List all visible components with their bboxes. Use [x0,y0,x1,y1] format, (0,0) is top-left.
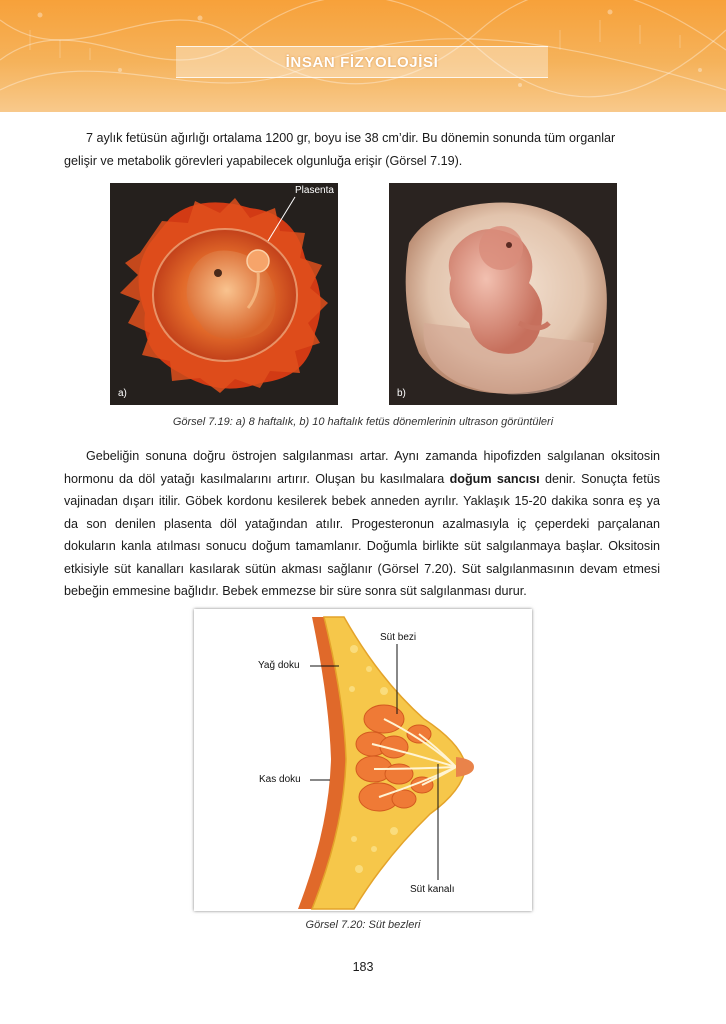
photo-b-label: b) [397,388,406,399]
label-kas-doku: Kas doku [259,774,301,785]
intro-line-2: gelişir ve metabolik görevleri yapabilecek olgunluğa erişir (Görsel 7.19). [64,153,463,168]
label-sut-bezi: Süt bezi [380,632,417,643]
placenta-pointer-line [110,183,338,405]
label-sut-kanali: Süt kanalı [410,884,455,895]
mammary-gland-diagram [194,609,532,911]
fetus-photo-10-weeks [389,183,617,405]
birth-text-part-1: Gebeliğin sonuna doğru östrojen salgılanması artar. Aynı zamanda hipofizden salgılanan oksitosin hormonu da döl yatağı kasılmalarını artırır. Oluşan bu kasılmalara [64,449,660,486]
birth-text-part-2: denir. Sonuçta fetüs vajinadan dışarı itilir. Göbek kordonu kesilerek bebek anneden ayrılır. Yaklaşık 15-20 dakika sonra eş ya da son denilen plasenta döl yatağından atılır. Progesteronun azalmasıyla iç çeperdeki parçalanan dokuların kanla atılması sonucu doğum tamamlanır. Doğumla birlikte süt salgılanmaya başlar. Oksitosin etkisiyle süt kanalları kasılarak sütün akması sağlanır (Görsel 7.20). Süt salgılanmasının devam etmesi bebeğin emmesine bağlıdır. Bebek emmezse bir süre sonra süt salgılanması durur. [64,471,660,598]
figure-7-19-caption: Görsel 7.19: a) 8 haftalık, b) 10 haftalık fetüs dönemlerinin ultrason görüntüleri [172,416,554,428]
intro-paragraph [64,127,660,172]
birth-term-bold: doğum sancısı [449,471,540,486]
birth-paragraph [64,445,660,603]
intro-line-1: 7 aylık fetüsün ağırlığı ortalama 1200 gr, boyu ise 38 cm’dir. Bu dönemin sonunda tüm organlar [86,131,616,145]
chapter-title-banner [176,46,548,78]
page-number: 183 [352,960,374,974]
breast-cross-section-illustration [194,609,532,911]
photo-a-label: a) [118,388,127,399]
label-yag-doku: Yağ doku [258,660,300,671]
page-header [0,0,726,112]
chapter-title: İNSAN FİZYOLOJİSİ [285,53,439,71]
fetus-10-weeks-image [389,183,617,405]
fetus-photo-8-weeks [110,183,338,405]
placenta-label: Plasenta [295,185,334,196]
figure-7-20-caption: Görsel 7.20: Süt bezleri [305,919,421,931]
